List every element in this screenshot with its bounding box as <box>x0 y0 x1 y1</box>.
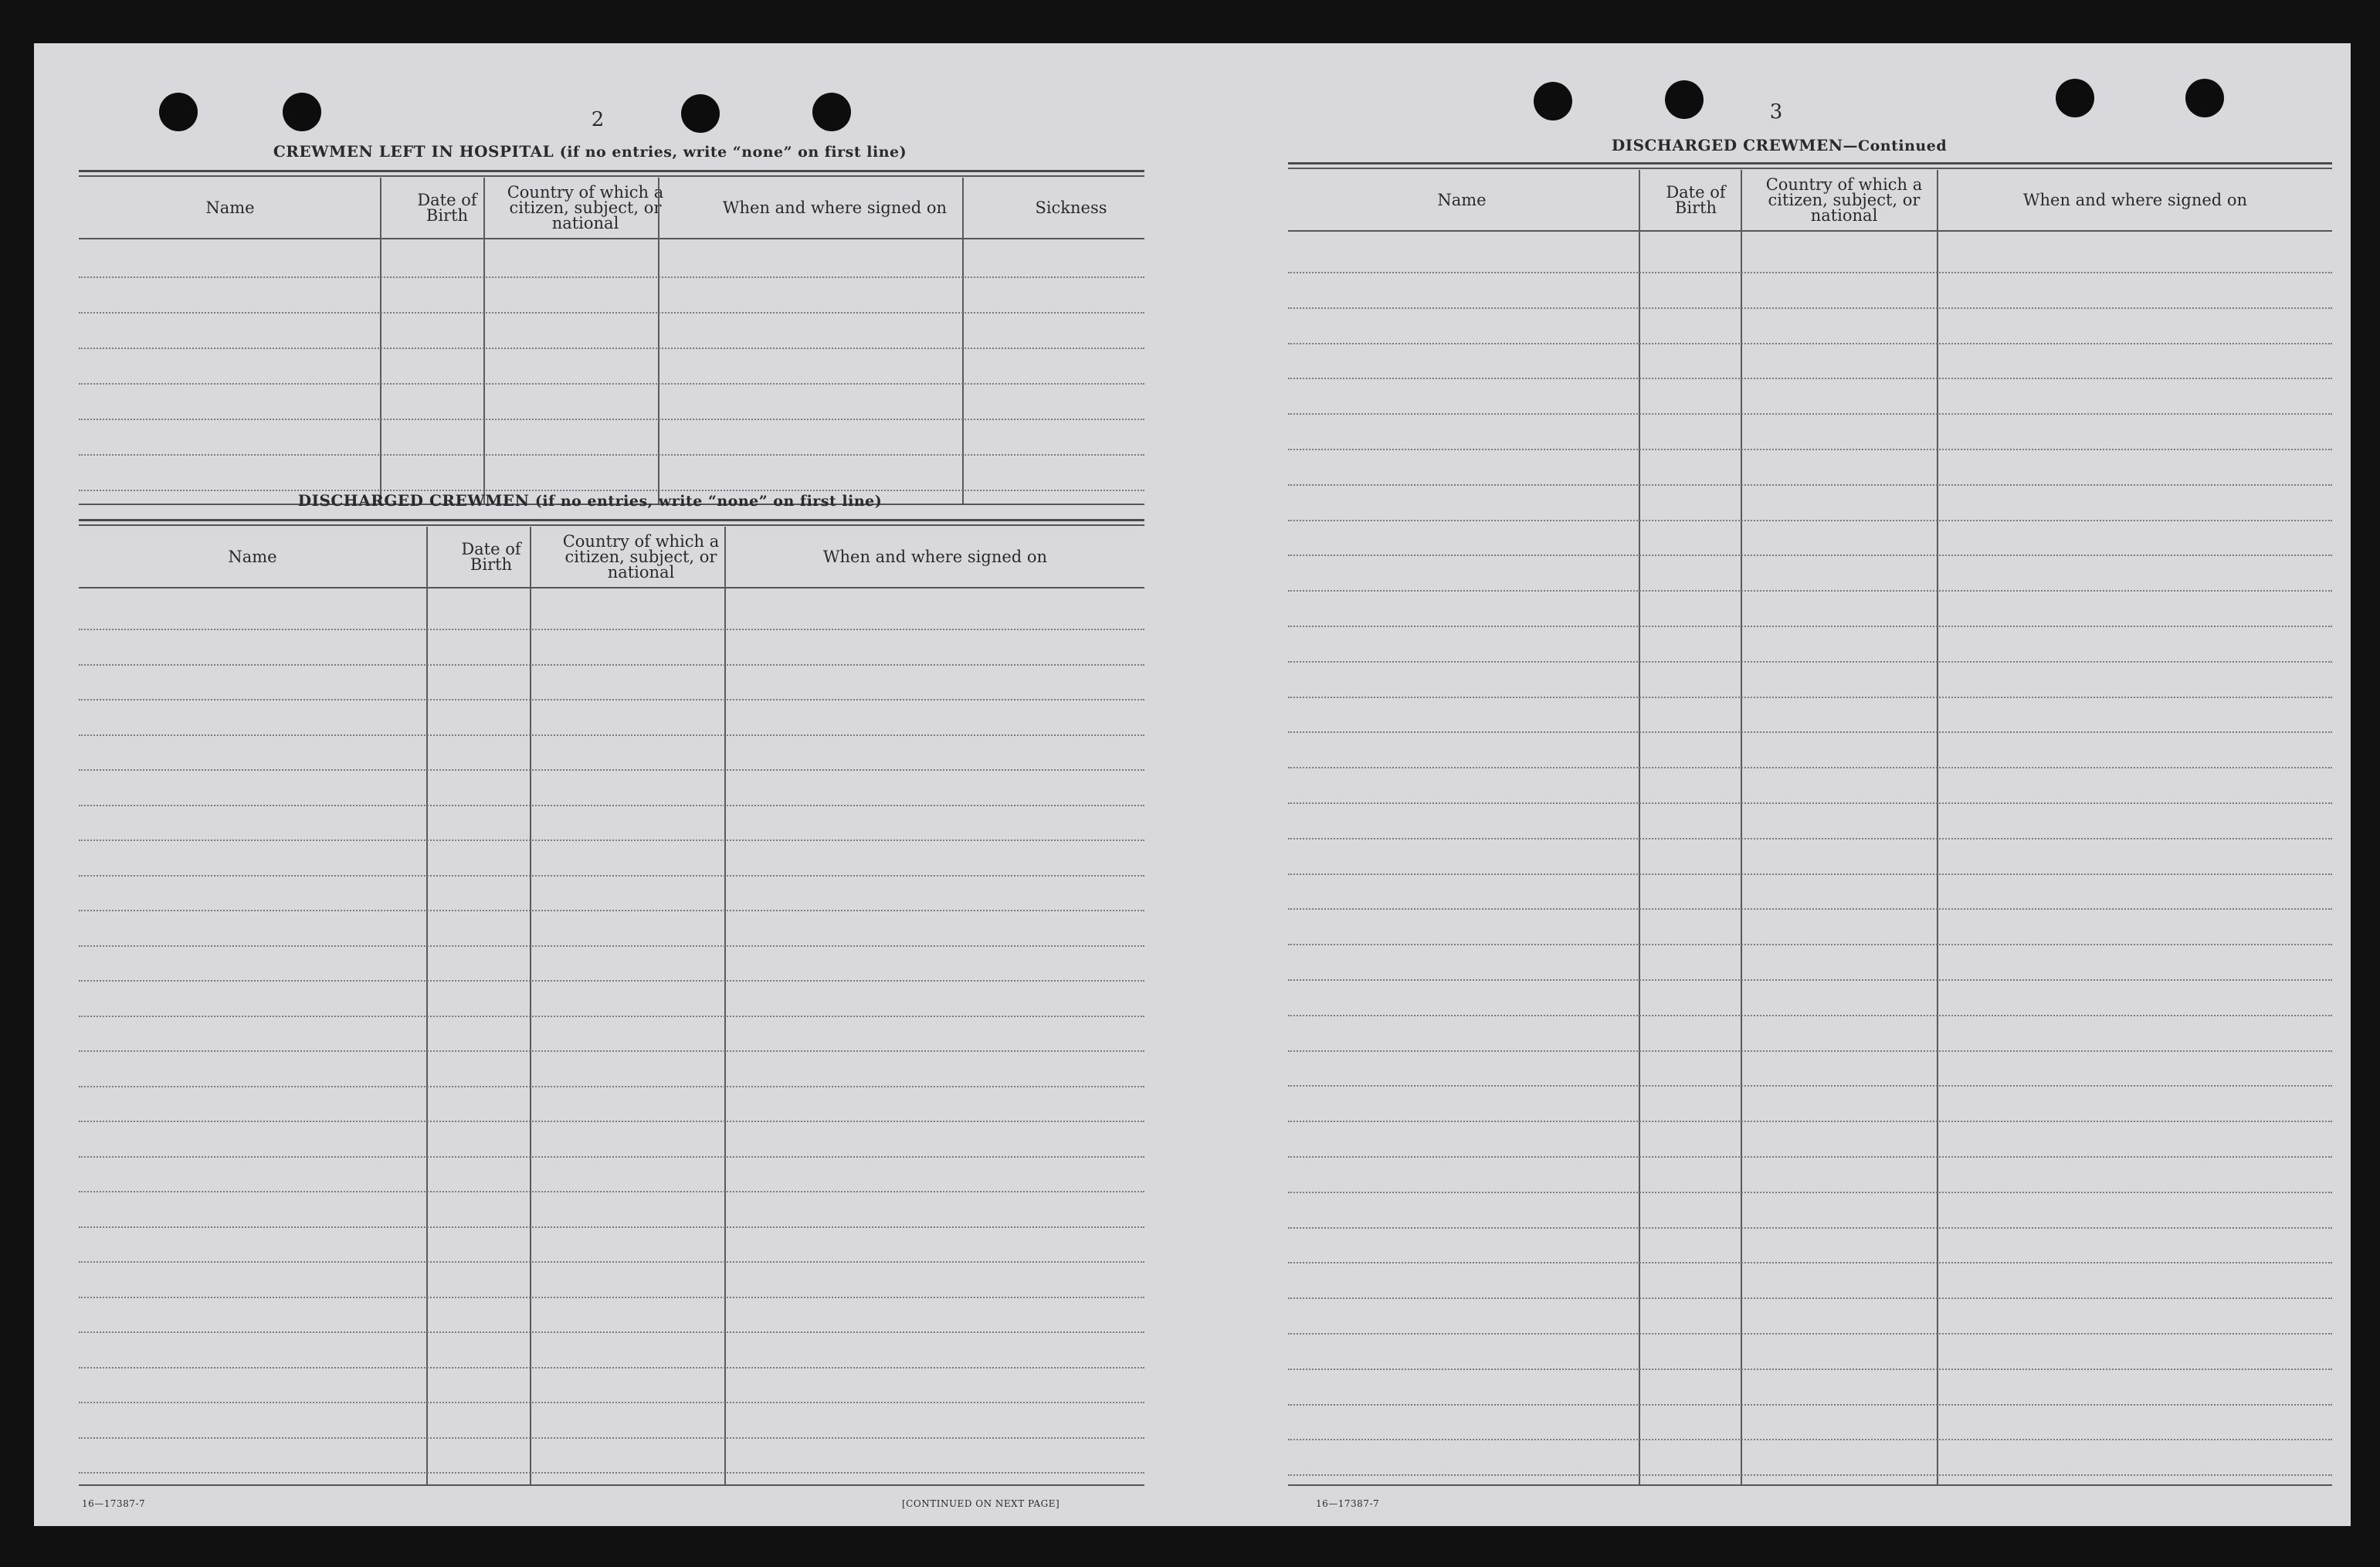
entry-line <box>1288 908 2332 910</box>
entry-line <box>1288 484 2332 486</box>
column-divider <box>483 178 485 505</box>
column-divider <box>658 178 659 505</box>
entry-line <box>1288 944 2332 945</box>
column-header-date-of-birth: Date of Birth <box>417 191 477 225</box>
column-header-sickness: Sickness <box>1035 198 1107 217</box>
entry-line <box>1288 1262 2332 1263</box>
column-header-country: Country of which a citizen, subject, or national <box>1765 175 1923 225</box>
entry-line <box>1288 626 2332 627</box>
entry-line <box>1288 873 2332 875</box>
column-header-signed-on: When and where signed on <box>722 198 948 217</box>
entry-line <box>1288 1474 2332 1476</box>
entry-line <box>79 383 1144 385</box>
entry-line <box>1288 590 2332 592</box>
entry-line <box>1288 731 2332 733</box>
entry-line <box>79 1156 1144 1158</box>
entry-line <box>79 454 1144 456</box>
column-divider <box>530 527 531 1484</box>
entry-line <box>79 769 1144 771</box>
column-header-country: Country of which a citizen, subject, or national <box>507 183 664 232</box>
table-bottom-rule <box>1288 1484 2332 1486</box>
column-divider <box>962 178 964 505</box>
entry-line <box>79 1367 1144 1369</box>
table-bottom-rule <box>79 1484 1144 1486</box>
column-header-name: Name <box>228 548 277 566</box>
entry-line <box>1288 979 2332 981</box>
column-header-name: Name <box>205 198 255 217</box>
table-top-rule <box>79 524 1144 526</box>
entry-line <box>1288 378 2332 379</box>
table-top-rule <box>79 175 1144 177</box>
entry-line <box>1288 1227 2332 1229</box>
entry-line <box>79 1016 1144 1017</box>
entry-line <box>1288 307 2332 309</box>
entry-line <box>1288 343 2332 344</box>
page-number: 3 <box>1769 100 1783 124</box>
discharged-title-note: (if no entries, write “none” on first line) <box>534 493 883 510</box>
entry-line <box>79 1226 1144 1228</box>
column-divider <box>1741 170 1742 1484</box>
table-top-rule <box>79 170 1144 172</box>
column-header-signed-on: When and where signed on <box>822 548 1048 566</box>
entry-line <box>79 1402 1144 1403</box>
entry-line <box>1288 1050 2332 1052</box>
entry-line <box>1288 1192 2332 1193</box>
entry-line <box>1288 1404 2332 1406</box>
entry-line <box>1288 1121 2332 1122</box>
hospital-section-title <box>80 142 1100 161</box>
table-top-rule <box>1288 168 2332 169</box>
column-divider <box>724 527 726 1484</box>
entry-line <box>1288 1085 2332 1087</box>
column-divider <box>380 178 381 505</box>
entry-line <box>1288 555 2332 556</box>
entry-line <box>79 348 1144 349</box>
entry-line <box>79 734 1144 736</box>
discharged-section-title <box>80 491 1100 510</box>
table-top-rule <box>79 519 1144 521</box>
entry-line <box>1288 661 2332 663</box>
entry-line <box>1288 767 2332 768</box>
table-top-rule <box>1288 162 2332 165</box>
right-page <box>1239 43 2351 1526</box>
form-sheet <box>34 43 2351 1526</box>
header-bottom-rule <box>79 587 1144 588</box>
discharged-continued-title-main: DISCHARGED CREWMEN <box>1611 136 1843 154</box>
left-page <box>34 43 1146 1526</box>
entry-line <box>1288 1439 2332 1440</box>
entry-line <box>1288 697 2332 698</box>
discharged-continued-title-note: —Continued <box>1843 137 1948 154</box>
entry-line <box>79 312 1144 314</box>
entry-line <box>79 276 1144 278</box>
entry-line <box>1288 1015 2332 1016</box>
entry-line <box>1288 449 2332 450</box>
entry-line <box>79 1261 1144 1263</box>
entry-line <box>79 1437 1144 1439</box>
discharged-title-main: DISCHARGED CREWMEN <box>297 491 530 510</box>
hospital-title-note: (if no entries, write “none” on first line) <box>559 144 907 161</box>
entry-line <box>1288 1369 2332 1370</box>
entry-line <box>79 1331 1144 1333</box>
column-header-country: Country of which a citizen, subject, or national <box>562 532 720 582</box>
entry-line <box>1288 1333 2332 1335</box>
column-divider <box>1639 170 1640 1484</box>
entry-line <box>1288 1156 2332 1158</box>
entry-line <box>1288 802 2332 804</box>
discharged-continued-title <box>1270 136 2289 154</box>
entry-line <box>79 1472 1144 1474</box>
entry-line <box>79 945 1144 947</box>
entry-line <box>79 699 1144 700</box>
entry-line <box>79 1086 1144 1087</box>
entry-line <box>79 839 1144 841</box>
entry-line <box>79 910 1144 911</box>
column-header-signed-on: When and where signed on <box>2022 191 2248 209</box>
entry-line <box>79 1297 1144 1298</box>
page-number: 2 <box>591 108 605 131</box>
hospital-title-main: CREWMEN LEFT IN HOSPITAL <box>273 142 554 161</box>
form-number: 16—17387-7 <box>82 1498 146 1509</box>
column-header-name: Name <box>1437 191 1487 209</box>
entry-line <box>1288 520 2332 521</box>
entry-line <box>79 1050 1144 1052</box>
entry-line <box>1288 1297 2332 1299</box>
entry-line <box>79 419 1144 420</box>
entry-line <box>79 1191 1144 1192</box>
entry-line <box>1288 272 2332 273</box>
column-divider <box>426 527 428 1484</box>
entry-line <box>79 980 1144 982</box>
entry-line <box>79 629 1144 630</box>
form-number: 16—17387-7 <box>1316 1498 1380 1509</box>
entry-line <box>79 664 1144 666</box>
header-bottom-rule <box>79 238 1144 239</box>
column-header-date-of-birth: Date of Birth <box>1666 183 1726 217</box>
entry-line <box>79 805 1144 806</box>
entry-line <box>79 875 1144 877</box>
entry-line <box>1288 413 2332 415</box>
entry-line <box>1288 838 2332 839</box>
column-header-date-of-birth: Date of Birth <box>461 540 521 574</box>
entry-line <box>79 1121 1144 1122</box>
column-divider <box>1937 170 1938 1484</box>
continued-note: [CONTINUED ON NEXT PAGE] <box>902 1498 1060 1509</box>
header-bottom-rule <box>1288 230 2332 232</box>
